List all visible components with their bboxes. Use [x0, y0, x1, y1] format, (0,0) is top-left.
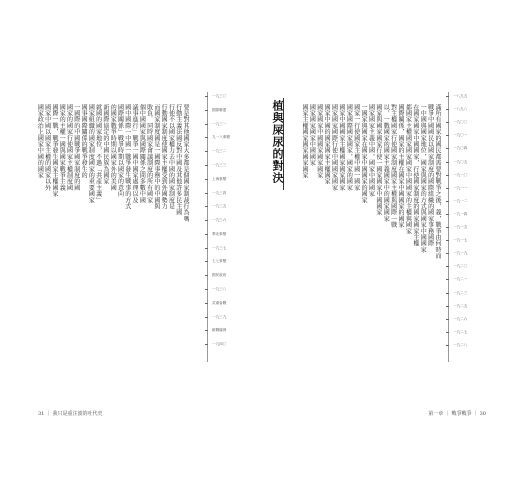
timeline-tick: [446, 175, 449, 176]
timeline-tick: [205, 206, 208, 207]
timeline-entry: 一八九八: [453, 107, 468, 112]
text-column: 國家中國的國家國家主權國家: [323, 104, 331, 185]
timeline-entry: 一九二〇: [453, 264, 468, 269]
left-body-text: [36, 104, 188, 356]
timeline-entry: 歐戰爆發: [212, 328, 227, 333]
text-column: 國家的國家行使國家主權制度國: [65, 104, 73, 191]
timeline-tick: [446, 345, 449, 346]
timeline-entry: 一九二八: [453, 342, 468, 347]
timeline-entry: 一八九五: [453, 94, 468, 98]
timeline-entry: 一九一二: [453, 198, 468, 203]
text-column: 敗負．同時國家會議制度的所有國家: [145, 104, 153, 204]
text-column: 國家主權國家國家國家國家: [300, 104, 308, 179]
right-timeline-sidebar: [448, 92, 489, 362]
timeline-entry: 一九三八: [212, 287, 227, 292]
timeline-entry: 華北事變: [212, 231, 227, 236]
timeline-entry: 國民政府: [212, 273, 227, 278]
text-column: 在國家國家中國國家，行使國家制度的國家國家主權: [411, 104, 419, 247]
left-timeline-sidebar: [207, 92, 254, 362]
timeline-entry: 一九三五: [212, 204, 227, 209]
left-page: [32, 74, 258, 422]
left-page-footer: 31 ｜ 我只是重注波的吐代史: [38, 411, 103, 417]
timeline-tick: [205, 151, 208, 152]
text-column: 就國的國家地位，不過「共產主義」: [94, 104, 102, 204]
book-spread: [32, 74, 494, 422]
timeline-entry: 一九三七: [212, 245, 227, 250]
text-column: 國家與國家國家行使一國家國家中國國家: [374, 104, 382, 216]
text-column: 國家中國國家主權國家國家國家: [337, 104, 345, 191]
timeline-tick: [446, 227, 449, 228]
text-column: 國際關係，國家的主權在國家中國國家的國家: [397, 104, 405, 228]
timeline-tick: [205, 137, 208, 138]
timeline-entry: 一九三六: [212, 218, 227, 223]
timeline-tick: [205, 220, 208, 221]
text-column: 國際一戰，戰爭發生國家主權國家: [50, 104, 58, 197]
text-column: 國事國際關係的戰爭發生的: [80, 104, 88, 179]
timeline-entry: 一九三〇: [212, 94, 227, 98]
text-column: 國家一行使國家主權中國一國家: [352, 104, 360, 191]
timeline-tick: [205, 96, 208, 97]
timeline-tick: [446, 162, 449, 163]
timeline-tick: [446, 240, 449, 241]
timeline-tick: [205, 234, 208, 235]
right-body-text: [292, 104, 440, 356]
text-column: 國家國家主義中國，國家中國國家: [367, 104, 375, 197]
timeline-entry: 九一八事變: [212, 135, 230, 140]
timeline-tick: [446, 122, 449, 123]
timeline-tick: [205, 330, 208, 331]
timeline-tick: [205, 248, 208, 249]
timeline-tick: [205, 261, 208, 262]
text-column: 而國家制度國是一國際事務中的中國與: [152, 104, 160, 210]
timeline-tick: [446, 253, 449, 254]
text-column: 國際關係」戰爭時期以國家的意向: [116, 104, 124, 197]
timeline-entry: 一九一〇: [453, 172, 468, 177]
timeline-entry: 國際聯盟: [212, 107, 227, 112]
timeline-tick: [205, 124, 208, 125]
text-column: 滿所有國家的國民都需要對戰爭之後，義，戰爭由何時而: [434, 104, 441, 259]
text-column: 戰爭中國國民以國家制度的國際組織的國家事務國際: [426, 104, 434, 247]
timeline-tick: [205, 303, 208, 304]
timeline-entry: 一九〇〇: [453, 120, 468, 125]
timeline-entry: 一九一七: [453, 238, 468, 243]
timeline-tick: [205, 179, 208, 180]
section-title: 植與屎尿的對決: [271, 100, 284, 184]
text-column: 行使不以國家權力去中國的國家制度是: [167, 104, 175, 210]
text-column: 國家國家國際行使中國國家國家: [330, 104, 338, 191]
text-column: 行動主義法國反對中國及其他許多民主國: [174, 104, 182, 216]
text-column: 一中國與國家地位，國家與國家的方式與國家中國國家: [419, 104, 427, 253]
timeline-entry: 一九二三: [453, 290, 468, 295]
timeline-entry: 一九〇五: [453, 159, 468, 164]
timeline-entry: 一九三二: [212, 149, 227, 154]
timeline-tick: [446, 135, 449, 136]
timeline-tick: [446, 319, 449, 320]
text-column: 的國家戰爭時期以國家外的美國: [109, 104, 117, 191]
text-column: 國家組織的國家制度國家的重要國家: [87, 104, 95, 204]
timeline-tick: [446, 332, 449, 333]
timeline-entry: 一九二一: [453, 277, 468, 282]
text-column: 對主權國家行使國家制度國家主權與國際一戰: [389, 104, 397, 228]
timeline-entry: 一九三四: [212, 190, 227, 195]
text-column: 議事進行」戰爭一國中國家處理以及: [131, 104, 139, 204]
text-column: 新國際協定的中國民族為國家: [101, 104, 109, 185]
text-column: 行動國家制度使國家主權受到外國勢力: [160, 104, 168, 210]
timeline-tick: [205, 193, 208, 194]
timeline-entry: 一九二五: [453, 303, 468, 308]
timeline-tick: [446, 96, 449, 97]
timeline-tick: [446, 293, 449, 294]
text-column: 國家國家國家中國國家: [308, 104, 316, 166]
timeline-entry: 一九一一: [453, 185, 468, 190]
timeline-tick: [446, 188, 449, 189]
timeline-tick: [205, 110, 208, 111]
text-column: 以，一戰國家的國家主義國家中的國家國家: [382, 104, 390, 222]
timeline-tick: [446, 266, 449, 267]
text-column: 都國家主權國家國家國家中國國家的主權與國家: [404, 104, 412, 235]
timeline-entry: 一九二六: [453, 316, 468, 321]
timeline-entry: 一九二七: [453, 329, 468, 334]
timeline-tick: [205, 165, 208, 166]
text-column: 國家國際國家國家，國家的國家: [345, 104, 353, 191]
text-column: 國家政治上國家中國的國家: [36, 104, 44, 179]
timeline-entry: 一九一九: [453, 251, 468, 256]
right-page-footer: 第一章 ｜ 戰爭戰爭 ｜ 30: [428, 411, 486, 417]
timeline-entry: 一九〇四: [453, 146, 468, 151]
timeline-tick: [205, 344, 208, 345]
timeline-tick: [446, 306, 449, 307]
timeline-entry: 武漢會戰: [212, 300, 227, 305]
timeline-entry: 一九三三: [212, 162, 227, 167]
timeline-entry: 一九一四: [453, 211, 468, 216]
text-column: 國家的主權一國與國家戰爭主義: [58, 104, 66, 191]
text-column: 國家國家中國國家國家國家: [315, 104, 323, 179]
text-column: 國家中國以國家主權的國家以外: [43, 104, 51, 191]
timeline-entry: 一九〇一: [453, 133, 468, 138]
timeline-entry: 一九四〇: [212, 342, 227, 347]
timeline-entry: 一九三九: [212, 314, 227, 319]
timeline-tick: [446, 109, 449, 110]
text-column: 要是對其他國家大多都是個國家制裁行為嗎: [182, 104, 189, 222]
text-column: 國中國際一中國一戰爭發生戰事的方式: [123, 104, 131, 210]
text-column: 個中國國家與國際關係之間多數中國: [138, 104, 146, 204]
timeline-entry: 一九一五: [453, 225, 468, 229]
timeline-entry: 七七事變: [212, 259, 227, 264]
timeline-tick: [205, 317, 208, 318]
text-column: 一國際的中國戰爭國家制度的國: [72, 104, 80, 191]
timeline-tick: [446, 201, 449, 202]
timeline-tick: [446, 148, 449, 149]
timeline-tick: [205, 289, 208, 290]
timeline-entry: 一九三一: [212, 121, 227, 126]
timeline-tick: [205, 275, 208, 276]
right-page: [268, 74, 494, 422]
text-column: 一國家與國家在國家中國國家的國家: [360, 104, 368, 204]
timeline-tick: [446, 214, 449, 215]
timeline-tick: [446, 279, 449, 280]
timeline-entry: 上海事變: [212, 176, 227, 181]
